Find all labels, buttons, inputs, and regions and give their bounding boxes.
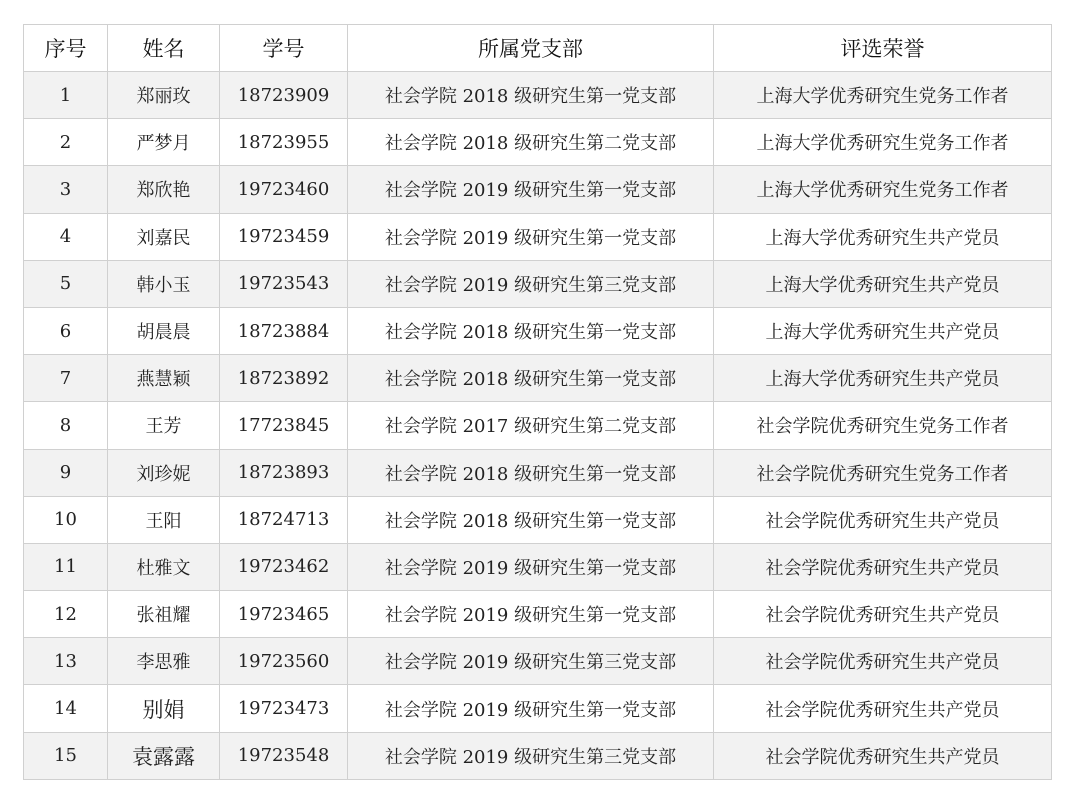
cell-name: 郑欣艳 xyxy=(108,166,220,213)
honors-table xyxy=(23,24,1052,780)
table-row xyxy=(24,307,1052,354)
cell-name: 严梦月 xyxy=(108,119,220,166)
cell-serial-number: 14 xyxy=(24,685,108,732)
header-serial-number: 序号 xyxy=(24,25,108,72)
cell-party-branch: 社会学院 2019 级研究生第一党支部 xyxy=(348,166,714,213)
cell-student-id: 19723560 xyxy=(220,638,348,685)
cell-student-id: 18723892 xyxy=(220,355,348,402)
cell-party-branch: 社会学院 2019 级研究生第三党支部 xyxy=(348,260,714,307)
header-row xyxy=(24,25,1052,72)
cell-party-branch: 社会学院 2018 级研究生第二党支部 xyxy=(348,119,714,166)
cell-student-id: 19723465 xyxy=(220,591,348,638)
cell-party-branch: 社会学院 2019 级研究生第一党支部 xyxy=(348,591,714,638)
table-row xyxy=(24,543,1052,590)
cell-name: 别娟 xyxy=(108,685,220,732)
header-name: 姓名 xyxy=(108,25,220,72)
cell-party-branch: 社会学院 2019 级研究生第一党支部 xyxy=(348,685,714,732)
table-row xyxy=(24,402,1052,449)
table-row xyxy=(24,591,1052,638)
cell-serial-number: 15 xyxy=(24,732,108,779)
cell-student-id: 19723473 xyxy=(220,685,348,732)
table-row xyxy=(24,496,1052,543)
table-row xyxy=(24,449,1052,496)
cell-name: 刘嘉民 xyxy=(108,213,220,260)
cell-honor: 上海大学优秀研究生共产党员 xyxy=(714,260,1052,307)
cell-party-branch: 社会学院 2019 级研究生第三党支部 xyxy=(348,732,714,779)
cell-party-branch: 社会学院 2018 级研究生第一党支部 xyxy=(348,449,714,496)
cell-honor: 上海大学优秀研究生共产党员 xyxy=(714,355,1052,402)
cell-serial-number: 5 xyxy=(24,260,108,307)
cell-party-branch: 社会学院 2019 级研究生第一党支部 xyxy=(348,543,714,590)
cell-student-id: 19723548 xyxy=(220,732,348,779)
cell-party-branch: 社会学院 2017 级研究生第二党支部 xyxy=(348,402,714,449)
cell-honor: 上海大学优秀研究生党务工作者 xyxy=(714,166,1052,213)
cell-serial-number: 9 xyxy=(24,449,108,496)
cell-party-branch: 社会学院 2018 级研究生第一党支部 xyxy=(348,355,714,402)
cell-honor: 社会学院优秀研究生共产党员 xyxy=(714,496,1052,543)
cell-name: 燕慧颖 xyxy=(108,355,220,402)
table-row xyxy=(24,213,1052,260)
cell-student-id: 19723460 xyxy=(220,166,348,213)
table-body xyxy=(24,72,1052,780)
cell-party-branch: 社会学院 2019 级研究生第三党支部 xyxy=(348,638,714,685)
table-row xyxy=(24,355,1052,402)
cell-serial-number: 11 xyxy=(24,543,108,590)
cell-honor: 上海大学优秀研究生共产党员 xyxy=(714,213,1052,260)
table-row xyxy=(24,638,1052,685)
cell-honor: 社会学院优秀研究生党务工作者 xyxy=(714,449,1052,496)
table-row xyxy=(24,260,1052,307)
cell-serial-number: 4 xyxy=(24,213,108,260)
cell-name: 刘珍妮 xyxy=(108,449,220,496)
header-honor: 评选荣誉 xyxy=(714,25,1052,72)
cell-name: 韩小玉 xyxy=(108,260,220,307)
cell-student-id: 19723462 xyxy=(220,543,348,590)
cell-honor: 上海大学优秀研究生共产党员 xyxy=(714,307,1052,354)
cell-party-branch: 社会学院 2018 级研究生第一党支部 xyxy=(348,72,714,119)
cell-name: 王芳 xyxy=(108,402,220,449)
header-student-id: 学号 xyxy=(220,25,348,72)
cell-student-id: 18723893 xyxy=(220,449,348,496)
cell-honor: 社会学院优秀研究生共产党员 xyxy=(714,638,1052,685)
cell-student-id: 18723955 xyxy=(220,119,348,166)
cell-party-branch: 社会学院 2018 级研究生第一党支部 xyxy=(348,496,714,543)
table-row xyxy=(24,732,1052,779)
cell-serial-number: 12 xyxy=(24,591,108,638)
cell-honor: 社会学院优秀研究生党务工作者 xyxy=(714,402,1052,449)
cell-student-id: 19723543 xyxy=(220,260,348,307)
cell-serial-number: 6 xyxy=(24,307,108,354)
cell-serial-number: 10 xyxy=(24,496,108,543)
cell-name: 郑丽玫 xyxy=(108,72,220,119)
cell-name: 杜雅文 xyxy=(108,543,220,590)
cell-student-id: 18723909 xyxy=(220,72,348,119)
cell-serial-number: 3 xyxy=(24,166,108,213)
cell-student-id: 18724713 xyxy=(220,496,348,543)
cell-honor: 社会学院优秀研究生共产党员 xyxy=(714,591,1052,638)
cell-name: 王阳 xyxy=(108,496,220,543)
cell-serial-number: 7 xyxy=(24,355,108,402)
cell-serial-number: 2 xyxy=(24,119,108,166)
cell-name: 李思雅 xyxy=(108,638,220,685)
cell-honor: 社会学院优秀研究生共产党员 xyxy=(714,732,1052,779)
cell-honor: 社会学院优秀研究生共产党员 xyxy=(714,543,1052,590)
cell-honor: 上海大学优秀研究生党务工作者 xyxy=(714,72,1052,119)
cell-serial-number: 8 xyxy=(24,402,108,449)
cell-name: 胡晨晨 xyxy=(108,307,220,354)
cell-serial-number: 13 xyxy=(24,638,108,685)
cell-student-id: 19723459 xyxy=(220,213,348,260)
cell-name: 张祖耀 xyxy=(108,591,220,638)
cell-party-branch: 社会学院 2019 级研究生第一党支部 xyxy=(348,213,714,260)
cell-student-id: 17723845 xyxy=(220,402,348,449)
cell-honor: 社会学院优秀研究生共产党员 xyxy=(714,685,1052,732)
cell-student-id: 18723884 xyxy=(220,307,348,354)
cell-serial-number: 1 xyxy=(24,72,108,119)
table-row xyxy=(24,166,1052,213)
header-party-branch: 所属党支部 xyxy=(348,25,714,72)
cell-party-branch: 社会学院 2018 级研究生第一党支部 xyxy=(348,307,714,354)
cell-name: 袁露露 xyxy=(108,732,220,779)
table-row xyxy=(24,119,1052,166)
table-row xyxy=(24,685,1052,732)
cell-honor: 上海大学优秀研究生党务工作者 xyxy=(714,119,1052,166)
table-row xyxy=(24,72,1052,119)
